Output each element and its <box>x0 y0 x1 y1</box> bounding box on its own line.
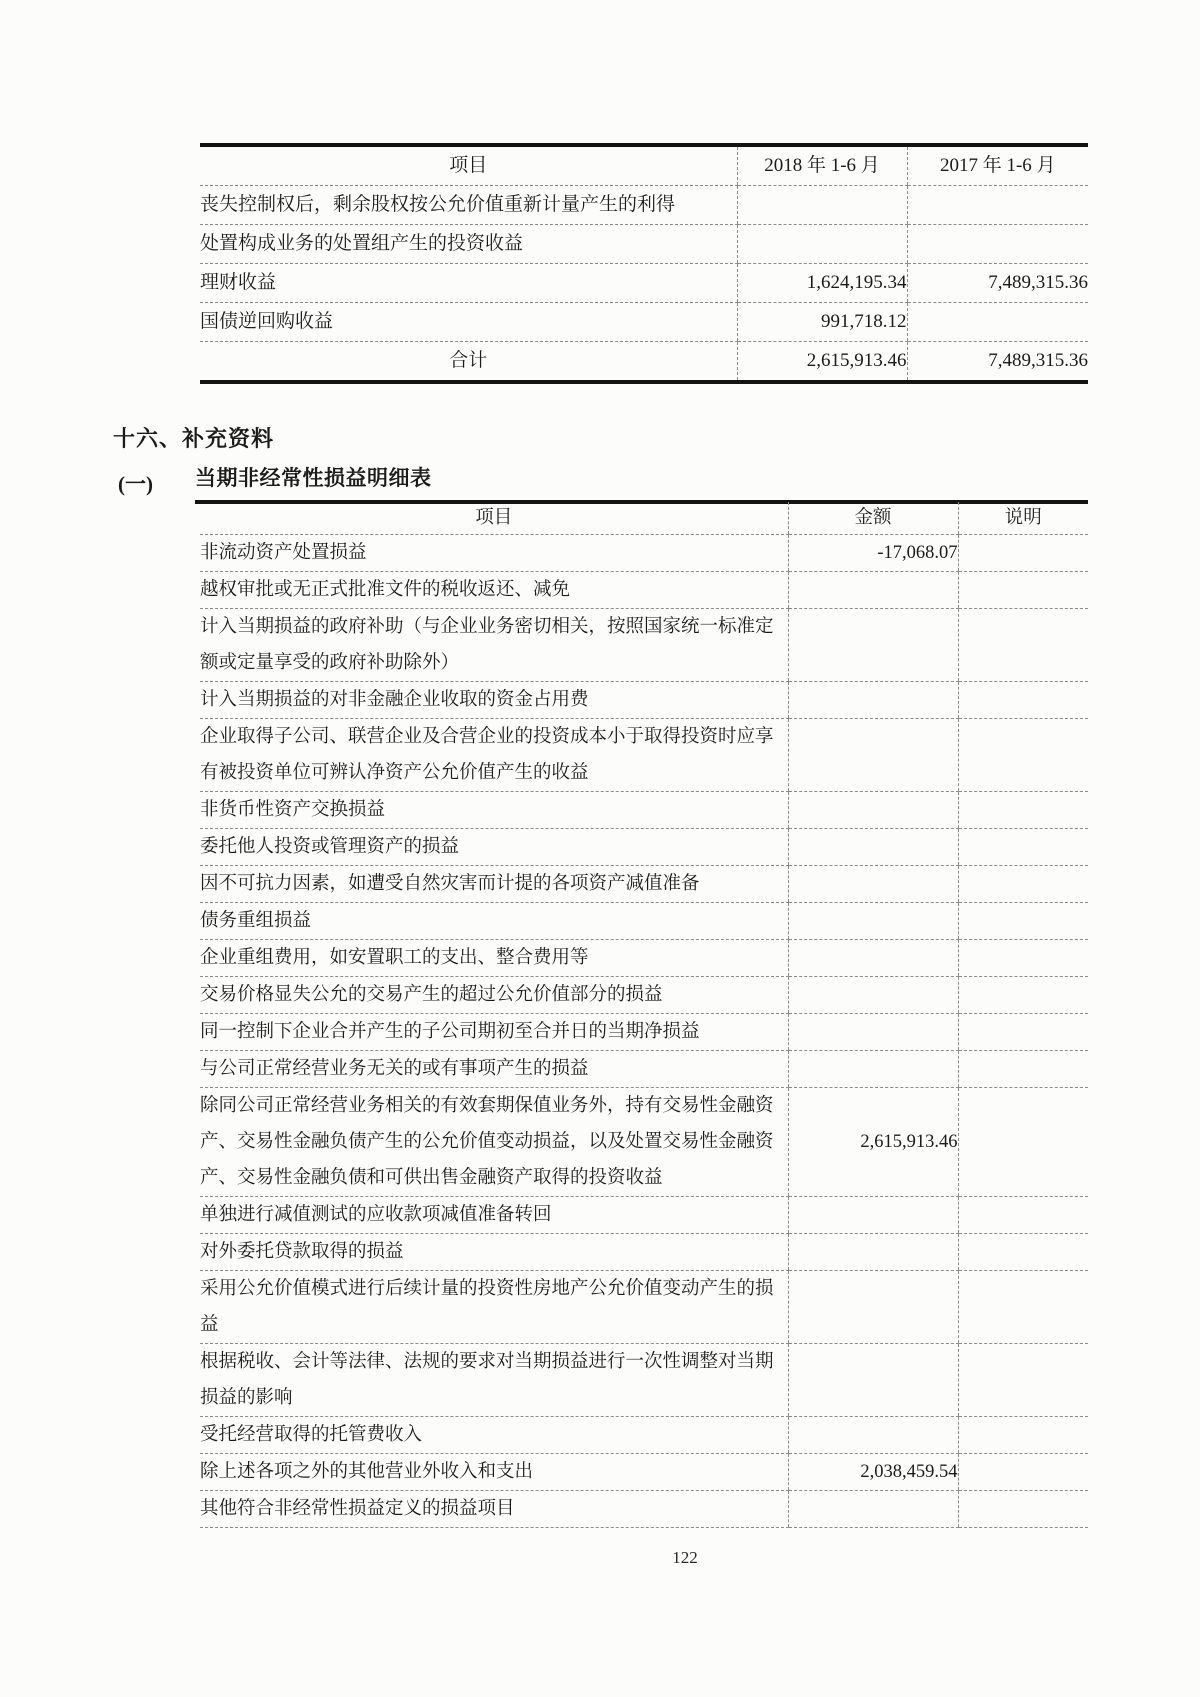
amount-cell: 2,038,459.54 <box>788 1454 958 1491</box>
item-cell: 除上述各项之外的其他营业外收入和支出 <box>200 1454 788 1491</box>
item-cell: 采用公允价值模式进行后续计量的投资性房地产公允价值变动产生的损益 <box>200 1271 788 1344</box>
column-header-amount: 金额 <box>788 502 958 535</box>
value-2018-cell: 1,624,195.34 <box>737 264 907 303</box>
table-row <box>200 225 1088 264</box>
note-cell <box>958 1454 1088 1491</box>
note-cell <box>958 792 1088 829</box>
note-cell <box>958 719 1088 792</box>
table-row <box>200 535 1088 572</box>
note-cell <box>958 829 1088 866</box>
value-2018-cell <box>737 186 907 225</box>
item-cell: 交易价格显失公允的交易产生的超过公允价值部分的损益 <box>200 977 788 1014</box>
item-cell: 其他符合非经常性损益定义的损益项目 <box>200 1491 788 1528</box>
table-row <box>200 1051 1088 1088</box>
non-recurring-items-table <box>200 502 1088 1528</box>
note-cell <box>958 940 1088 977</box>
section-heading: 十六、补充资料 <box>113 426 275 451</box>
value-2018-cell <box>737 225 907 264</box>
column-header-note: 说明 <box>958 502 1088 535</box>
amount-cell <box>788 1197 958 1234</box>
note-cell <box>958 1417 1088 1454</box>
note-cell <box>958 866 1088 903</box>
item-cell: 理财收益 <box>200 264 737 303</box>
table-row <box>200 940 1088 977</box>
item-cell: 计入当期损益的对非金融企业收取的资金占用费 <box>200 682 788 719</box>
item-cell: 受托经营取得的托管费收入 <box>200 1417 788 1454</box>
column-header-2018: 2018 年 1-6 月 <box>737 145 907 186</box>
item-cell: 合计 <box>449 350 488 371</box>
note-cell <box>958 1344 1088 1417</box>
amount-cell: 2,615,913.46 <box>788 1088 958 1197</box>
table-row <box>200 1454 1088 1491</box>
table-row <box>200 792 1088 829</box>
table-row <box>200 682 1088 719</box>
note-cell <box>958 682 1088 719</box>
table-row <box>200 609 1088 682</box>
table-row <box>200 866 1088 903</box>
value-2018-cell: 2,615,913.46 <box>737 342 907 383</box>
table-row <box>200 1088 1088 1197</box>
table-row <box>200 719 1088 792</box>
table-row <box>200 1344 1088 1417</box>
amount-cell <box>788 829 958 866</box>
amount-cell <box>788 903 958 940</box>
amount-cell <box>788 609 958 682</box>
table-row <box>200 977 1088 1014</box>
amount-cell <box>788 866 958 903</box>
table-row <box>200 1491 1088 1528</box>
table-row <box>200 186 1088 225</box>
amount-cell <box>788 977 958 1014</box>
note-cell <box>958 1051 1088 1088</box>
note-cell <box>958 1271 1088 1344</box>
amount-cell <box>788 940 958 977</box>
item-cell: 计入当期损益的政府补助（与企业业务密切相关，按照国家统一标准定额或定量享受的政府补助除外） <box>200 609 788 682</box>
item-cell: 对外委托贷款取得的损益 <box>200 1234 788 1271</box>
subsection-title-underline <box>195 466 1088 504</box>
amount-cell <box>788 1014 958 1051</box>
table-row <box>200 829 1088 866</box>
note-cell <box>958 535 1088 572</box>
value-2017-cell: 7,489,315.36 <box>907 264 1088 303</box>
amount-cell <box>788 682 958 719</box>
note-cell <box>958 903 1088 940</box>
table-header-row <box>200 502 1088 535</box>
column-header-item: 项目 <box>200 145 737 186</box>
item-cell: 根据税收、会计等法律、法规的要求对当期损益进行一次性调整对当期损益的影响 <box>200 1344 788 1417</box>
amount-cell <box>788 1271 958 1344</box>
table-header-row <box>200 145 1088 186</box>
amount-cell <box>788 1234 958 1271</box>
table-row <box>200 1417 1088 1454</box>
item-cell: 非流动资产处置损益 <box>200 535 788 572</box>
note-cell <box>958 1088 1088 1197</box>
item-cell: 国债逆回购收益 <box>200 303 737 342</box>
table-row <box>200 342 1088 383</box>
table-row <box>200 1197 1088 1234</box>
item-cell: 丧失控制权后，剩余股权按公允价值重新计量产生的利得 <box>200 186 737 225</box>
note-cell <box>958 977 1088 1014</box>
amount-cell <box>788 1417 958 1454</box>
item-cell: 因不可抗力因素，如遭受自然灾害而计提的各项资产减值准备 <box>200 866 788 903</box>
item-cell: 非货币性资产交换损益 <box>200 792 788 829</box>
value-2018-cell: 991,718.12 <box>737 303 907 342</box>
item-cell: 处置构成业务的处置组产生的投资收益 <box>200 225 737 264</box>
column-header-2017: 2017 年 1-6 月 <box>907 145 1088 186</box>
amount-cell <box>788 1051 958 1088</box>
table-row <box>200 572 1088 609</box>
item-cell: 同一控制下企业合并产生的子公司期初至合并日的当期净损益 <box>200 1014 788 1051</box>
item-cell: 单独进行减值测试的应收款项减值准备转回 <box>200 1197 788 1234</box>
item-cell: 与公司正常经营业务无关的或有事项产生的损益 <box>200 1051 788 1088</box>
note-cell <box>958 1234 1088 1271</box>
summary-table <box>200 143 1088 384</box>
table-row <box>200 264 1088 303</box>
note-cell <box>958 1014 1088 1051</box>
note-cell <box>958 1491 1088 1528</box>
item-cell: 债务重组损益 <box>200 903 788 940</box>
table-row <box>200 1014 1088 1051</box>
amount-cell <box>788 792 958 829</box>
subsection-title: 当期非经常性损益明细表 <box>195 466 432 490</box>
item-cell: 委托他人投资或管理资产的损益 <box>200 829 788 866</box>
amount-cell <box>788 719 958 792</box>
note-cell <box>958 609 1088 682</box>
value-2017-cell: 7,489,315.36 <box>907 342 1088 383</box>
value-2017-cell <box>907 303 1088 342</box>
subsection-index: (一) <box>118 472 153 496</box>
amount-cell <box>788 1344 958 1417</box>
column-header-item: 项目 <box>200 502 788 535</box>
note-cell <box>958 1197 1088 1234</box>
value-2017-cell <box>907 186 1088 225</box>
table-row <box>200 1234 1088 1271</box>
note-cell <box>958 572 1088 609</box>
amount-cell <box>788 572 958 609</box>
table-row <box>200 903 1088 940</box>
page-number: 122 <box>672 1548 698 1567</box>
item-cell: 企业取得子公司、联营企业及合营企业的投资成本小于取得投资时应享有被投资单位可辨认净资产公允价值产生的收益 <box>200 719 788 792</box>
table-row <box>200 303 1088 342</box>
item-cell: 除同公司正常经营业务相关的有效套期保值业务外，持有交易性金融资产、交易性金融负债产生的公允价值变动损益，以及处置交易性金融资产、交易性金融负债和可供出售金融资产取得的投资收益 <box>200 1088 788 1197</box>
item-cell: 企业重组费用，如安置职工的支出、整合费用等 <box>200 940 788 977</box>
item-cell: 越权审批或无正式批准文件的税收返还、减免 <box>200 572 788 609</box>
table-row <box>200 1271 1088 1344</box>
amount-cell <box>788 1491 958 1528</box>
amount-cell: -17,068.07 <box>788 535 958 572</box>
value-2017-cell <box>907 225 1088 264</box>
